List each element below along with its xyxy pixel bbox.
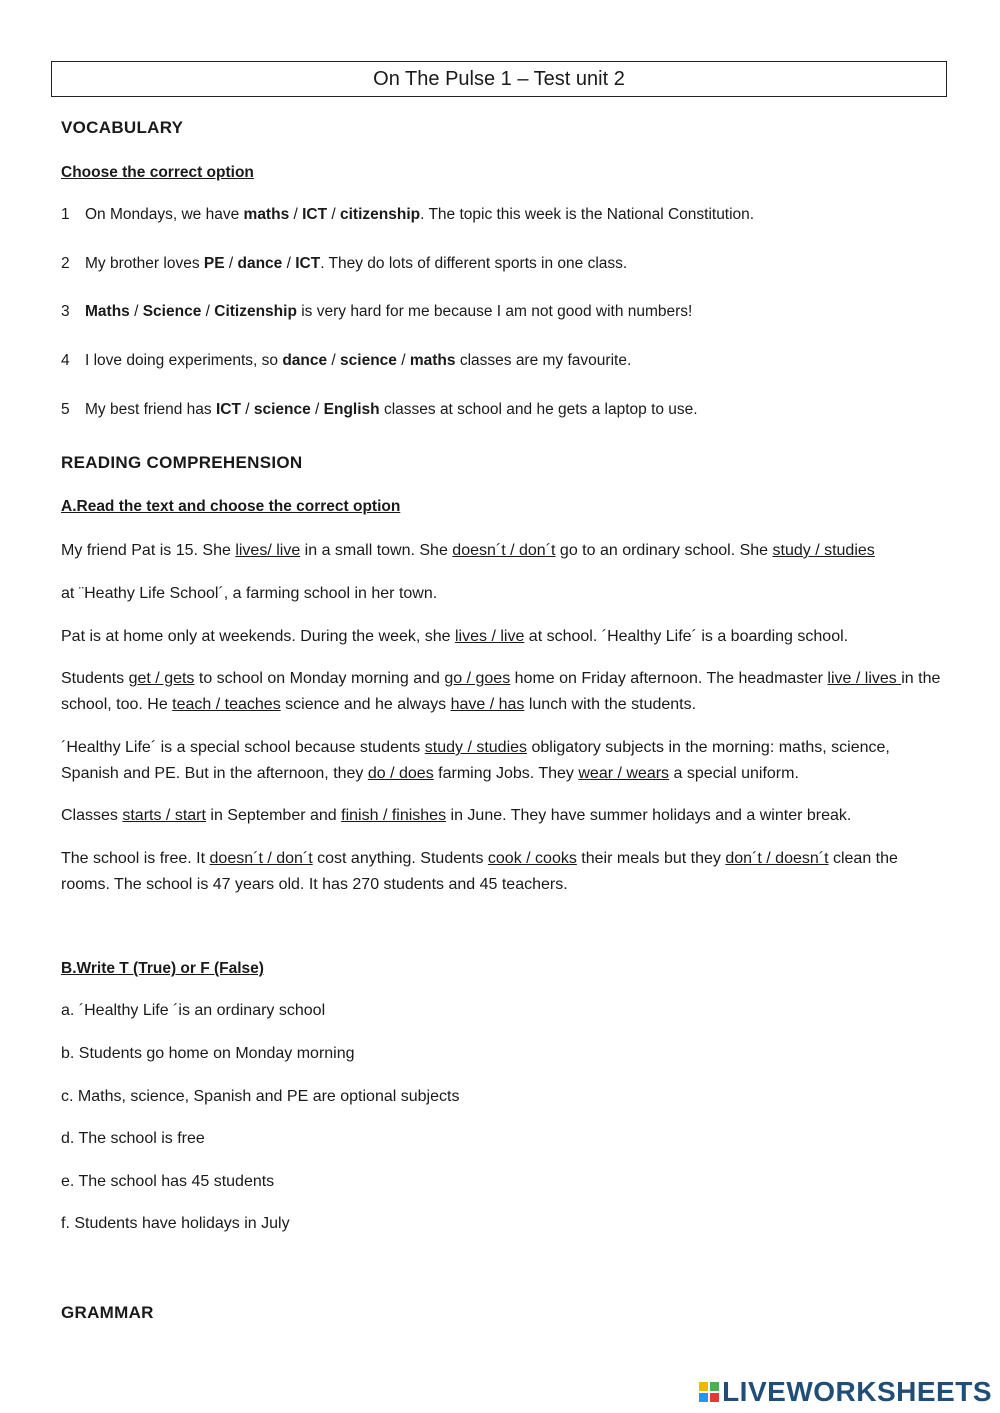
choice-option[interactable]: don´t / doesn´t	[725, 850, 829, 867]
choice-option[interactable]: teach / teaches	[172, 696, 281, 713]
choice-option[interactable]: study / studies	[772, 542, 875, 559]
choice-option[interactable]: live / lives	[827, 670, 902, 687]
choice-option[interactable]: cook / cooks	[487, 850, 577, 867]
page-title: On The Pulse 1 – Test unit 2	[51, 61, 947, 97]
logo-text: LIVEWORKSHEETS	[722, 1376, 992, 1407]
tf-statement: d. The school is free	[61, 1130, 205, 1147]
vocabulary-instruction: Choose the correct option	[61, 164, 254, 181]
option[interactable]: dance	[237, 255, 283, 272]
tf-statement: a. ´Healthy Life ´is an ordinary school	[61, 1002, 326, 1019]
reading-para-3: Pat is at home only at weekends. During the week, she lives / live at school. ´Healthy Life´ is a boarding school.	[61, 628, 849, 645]
reading-para-5: ´Healthy Life´ is a special school because students study / studies obligatory subjects in the morning: maths, science, Spanish and PE. But in the afternoon, they do / does farming Jobs. They wear / wears a special uniform.	[61, 739, 890, 782]
choice-option[interactable]: get / gets	[128, 670, 195, 687]
vocab-item-4: 4 I love doing experiments, so dance / science / maths classes are my favourite.	[61, 352, 632, 369]
reading-b-instruction: B.Write T (True) or F (False)	[61, 960, 264, 977]
option[interactable]: Citizenship	[214, 303, 297, 320]
choice-option[interactable]: doesn´t / don´t	[452, 542, 556, 559]
choice-option[interactable]: lives / live	[455, 628, 525, 645]
reading-a-instruction: A.Read the text and choose the correct option	[61, 498, 401, 515]
choice-option[interactable]: wear / wears	[578, 765, 670, 782]
reading-para-4: Students get / gets to school on Monday morning and go / goes home on Friday afternoon. The headmaster live / lives in the school, too. He teach / teaches science and he always have / has lunch with the students.	[61, 670, 941, 713]
choice-option[interactable]: do / does	[367, 765, 434, 782]
vocab-item-3: 3 Maths / Science / Citizenship is very hard for me because I am not good with numbers!	[61, 303, 693, 320]
reading-para-2: at ¨Heathy Life School´, a farming school in her town.	[61, 585, 438, 602]
option[interactable]: ICT	[215, 401, 241, 418]
vocab-item-2: 2 My brother loves PE / dance / ICT. They do lots of different sports in one class.	[61, 255, 628, 272]
tf-statement: f. Students have holidays in July	[61, 1215, 290, 1232]
option[interactable]: dance	[282, 352, 328, 369]
option[interactable]: ICT	[295, 255, 321, 272]
choice-option[interactable]: study / studies	[424, 739, 528, 756]
choice-option[interactable]: doesn´t / don´t	[209, 850, 313, 867]
grammar-heading: GRAMMAR	[61, 1303, 154, 1322]
reading-para-6: Classes starts / start in September and finish / finishes in June. They have summer holidays and a winter break.	[61, 807, 852, 824]
choice-option[interactable]: have / has	[450, 696, 525, 713]
vocabulary-heading: VOCABULARY	[61, 118, 184, 137]
tf-statement: c. Maths, science, Spanish and PE are optional subjects	[61, 1088, 460, 1105]
vocab-item-1: 1 On Mondays, we have maths / ICT / citizenship. The topic this week is the National Constitution.	[61, 206, 755, 223]
option[interactable]: maths	[409, 352, 456, 369]
tf-statement: b. Students go home on Monday morning	[61, 1045, 355, 1062]
liveworksheets-logo-icon	[699, 1382, 719, 1402]
choice-option[interactable]: starts / start	[122, 807, 206, 824]
option[interactable]: citizenship	[340, 206, 421, 223]
option[interactable]: Maths	[85, 303, 130, 320]
choice-option[interactable]: finish / finishes	[341, 807, 447, 824]
reading-para-7: The school is free. It doesn´t / don´t cost anything. Students cook / cooks their meals but they don´t / doesn´t clean the rooms. The school is 47 years old. It has 270 students and 45 teachers.	[61, 850, 898, 893]
choice-option[interactable]: go / goes	[444, 670, 511, 687]
option[interactable]: Science	[142, 303, 202, 320]
reading-para-1: My friend Pat is 15. She lives/ live in a small town. She doesn´t / don´t go to an ordinary school. She study / studies	[61, 542, 875, 559]
option[interactable]: science	[340, 352, 397, 369]
reading-heading: READING COMPREHENSION	[61, 453, 303, 472]
liveworksheets-logo	[699, 1377, 992, 1407]
option[interactable]: PE	[203, 255, 225, 272]
option[interactable]: science	[253, 401, 311, 418]
option[interactable]: maths	[243, 206, 290, 223]
option[interactable]: English	[323, 401, 380, 418]
option[interactable]: ICT	[302, 206, 328, 223]
vocab-item-5: 5 My best friend has ICT / science / English classes at school and he gets a laptop to use.	[61, 401, 698, 418]
choice-option[interactable]: lives/ live	[235, 542, 301, 559]
tf-statement: e. The school has 45 students	[61, 1173, 275, 1190]
